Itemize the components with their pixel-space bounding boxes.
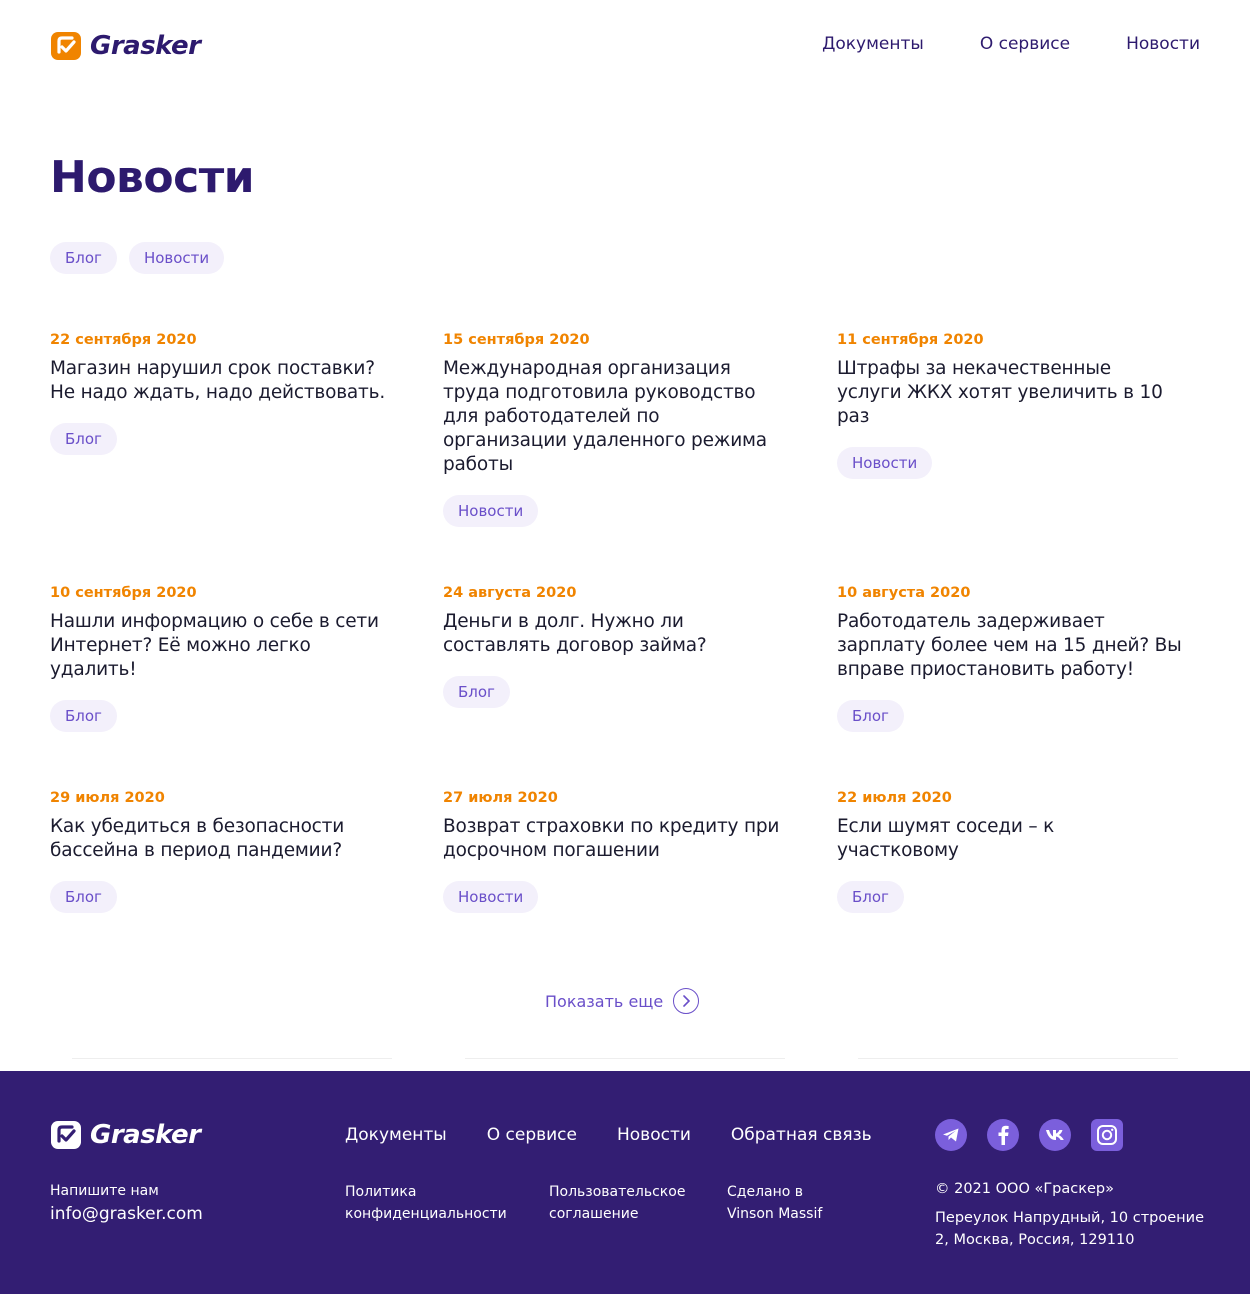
news-card[interactable]: [837, 789, 1137, 913]
logo-wordmark: Grasker: [90, 31, 201, 61]
filter-chip-news[interactable]: Новости: [129, 242, 224, 274]
footer-nav: [345, 1125, 872, 1145]
news-date: 22 сентября 2020: [50, 332, 197, 348]
news-date: 29 июля 2020: [50, 790, 165, 806]
news-tag[interactable]: Новости: [837, 447, 932, 479]
news-title[interactable]: Штрафы за некачественные услуги ЖКХ хотят увеличить в 10 раз: [837, 358, 1163, 427]
grasker-logo-icon: [50, 1119, 82, 1151]
footer-nav-news[interactable]: Новости: [617, 1125, 691, 1145]
news-tag[interactable]: Блог: [837, 881, 904, 913]
filter-chip-blog[interactable]: Блог: [50, 242, 117, 274]
news-title[interactable]: Магазин нарушил срок поставки? Не надо ждать, надо действовать.: [50, 358, 386, 403]
news-date: 11 сентября 2020: [837, 332, 984, 348]
news-tag[interactable]: Блог: [50, 700, 117, 732]
chevron-right-circle-icon: [673, 988, 699, 1014]
news-card[interactable]: [443, 331, 783, 527]
telegram-icon[interactable]: [935, 1119, 967, 1151]
divider: [465, 1058, 785, 1059]
news-title[interactable]: Деньги в долг. Нужно ли составлять договор займа?: [443, 611, 707, 656]
nav-item-news[interactable]: Новости: [1126, 34, 1200, 54]
facebook-icon[interactable]: [987, 1119, 1019, 1151]
news-date: 10 августа 2020: [837, 585, 971, 601]
site-header: [0, 0, 1250, 92]
news-title[interactable]: Международная организация труда подготовила руководство для работодателей по организации удаленного режима работы: [443, 358, 767, 475]
write-us-label: Напишите нам: [50, 1183, 159, 1199]
news-card[interactable]: [837, 331, 1172, 479]
news-title[interactable]: Работодатель задерживает зарплату более чем на 15 дней? Вы вправе приостановить работу!: [837, 611, 1182, 680]
instagram-icon[interactable]: [1091, 1119, 1123, 1151]
news-card[interactable]: [50, 789, 400, 913]
footer-email-link[interactable]: info@grasker.com: [50, 1204, 203, 1224]
news-card[interactable]: [837, 584, 1197, 732]
main-nav: [822, 34, 1200, 54]
news-card[interactable]: [443, 584, 783, 708]
company-address: Переулок Напрудный, 10 строение 2, Москва, Россия, 129110: [935, 1210, 1204, 1248]
news-card[interactable]: [50, 331, 400, 455]
made-by-link[interactable]: Сделано в Vinson Massif: [727, 1184, 823, 1222]
show-more-label: Показать еще: [545, 991, 664, 1011]
category-filters: [50, 242, 224, 274]
news-title[interactable]: Возврат страховки по кредиту при досрочном погашении: [443, 816, 780, 861]
site-footer: [0, 1071, 1250, 1294]
footer-nav-feedback[interactable]: Обратная связь: [730, 1125, 872, 1145]
divider: [72, 1058, 392, 1059]
news-date: 15 сентября 2020: [443, 332, 590, 348]
news-title[interactable]: Как убедиться в безопасности бассейна в период пандемии?: [50, 816, 345, 861]
site-logo[interactable]: [50, 30, 201, 62]
social-links: [935, 1119, 1123, 1151]
footer-nav-documents[interactable]: Документы: [345, 1125, 447, 1145]
nav-item-about[interactable]: О сервисе: [979, 34, 1071, 54]
divider: [858, 1058, 1178, 1059]
grasker-logo-icon: [50, 30, 82, 62]
news-tag[interactable]: Блог: [50, 881, 117, 913]
news-date: 10 сентября 2020: [50, 585, 197, 601]
news-title[interactable]: Нашли информацию о себе в сети Интернет? Её можно легко удалить!: [50, 611, 379, 680]
news-title[interactable]: Если шумят соседи – к участковому: [837, 816, 1055, 861]
news-date: 22 июля 2020: [837, 790, 952, 806]
news-card[interactable]: [443, 789, 783, 913]
footer-logo[interactable]: [50, 1119, 201, 1151]
news-tag[interactable]: Блог: [50, 423, 117, 455]
logo-wordmark: Grasker: [90, 1120, 201, 1150]
footer-nav-about[interactable]: О сервисе: [486, 1125, 577, 1145]
user-agreement-link[interactable]: Пользовательское соглашение: [549, 1184, 686, 1222]
news-tag[interactable]: Блог: [837, 700, 904, 732]
show-more-button[interactable]: [545, 988, 699, 1014]
news-date: 24 августа 2020: [443, 585, 577, 601]
news-tag[interactable]: Новости: [443, 881, 538, 913]
nav-item-documents[interactable]: Документы: [822, 34, 924, 54]
news-card[interactable]: [50, 584, 400, 732]
news-tag[interactable]: Новости: [443, 495, 538, 527]
privacy-policy-link[interactable]: Политика конфиденциальности: [345, 1184, 507, 1222]
copyright-text: © 2021 ООО «Граскер»: [935, 1181, 1114, 1197]
news-tag[interactable]: Блог: [443, 676, 510, 708]
news-date: 27 июля 2020: [443, 790, 558, 806]
page-title: Новости: [50, 152, 255, 203]
vk-icon[interactable]: [1039, 1119, 1071, 1151]
